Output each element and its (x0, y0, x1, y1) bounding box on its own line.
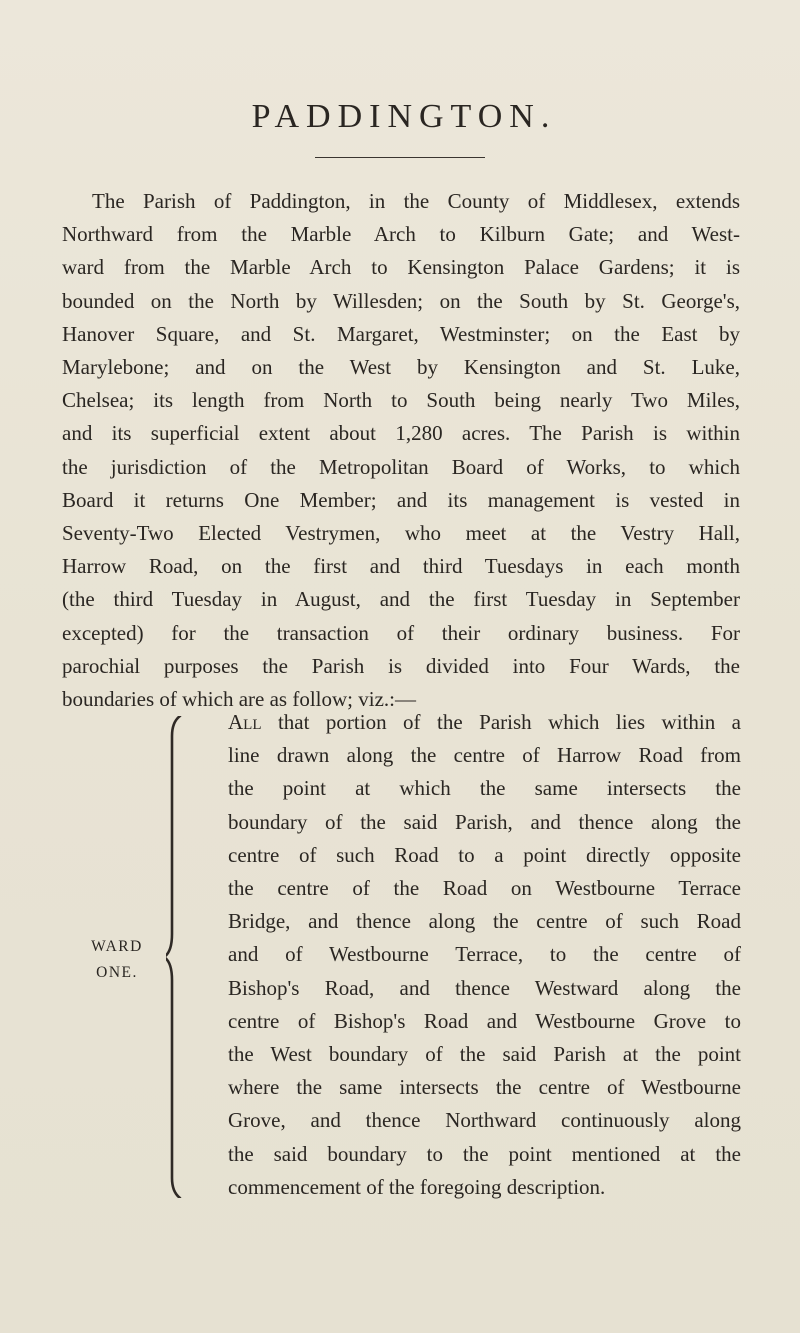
ward-first-word: All (228, 710, 262, 734)
intro-line: boundaries of which are as follow; viz.:— (62, 687, 416, 712)
ward-line: the said boundary to the point mentioned at the (228, 1141, 741, 1166)
intro-line: Chelsea; its length from North to South being nearly Two Miles, (62, 388, 740, 413)
ward-line (228, 706, 741, 739)
ward-line: line drawn along the centre of Harrow Road from (228, 743, 741, 768)
intro-line: (the third Tuesday in August, and the first Tuesday in September (62, 587, 740, 612)
intro-line: bounded on the North by Willesden; on the South by St. George's, (62, 288, 740, 313)
ward-one-label (72, 934, 162, 986)
ward-line: Grove, and thence Northward continuously along (228, 1108, 741, 1133)
ward-line: boundary of the said Parish, and thence along the (228, 809, 741, 834)
intro-line: Harrow Road, on the first and third Tuesdays in each month (62, 554, 740, 579)
ward-line: where the same intersects the centre of Westbourne (228, 1075, 741, 1100)
intro-line: Board it returns One Member; and its management is vested in (62, 487, 740, 512)
page-title: PADDINGTON. (251, 98, 557, 135)
intro-line: Northward from the Marble Arch to Kilburn Gate; and West- (62, 222, 740, 247)
intro-paragraph (62, 185, 740, 716)
intro-line: ward from the Marble Arch to Kensington Palace Gardens; it is (62, 255, 740, 280)
ward-line: the West boundary of the said Parish at the point (228, 1042, 741, 1067)
ward-line: centre of Bishop's Road and Westbourne Grove to (228, 1008, 741, 1033)
intro-line: the jurisdiction of the Metropolitan Board of Works, to which (62, 454, 740, 479)
ward-line: centre of such Road to a point directly opposite (228, 842, 741, 867)
ward-label-number: ONE. (96, 964, 138, 981)
ward-one-description (228, 706, 741, 1204)
intro-line: excepted) for the transaction of their ordinary business. For (62, 620, 740, 645)
title-rule (315, 157, 485, 158)
ward-line: the centre of the Road on Westbourne Terrace (228, 876, 741, 901)
ward-first-line-rest: that portion of the Parish which lies within a (261, 710, 741, 734)
ward-line: Bridge, and thence along the centre of such Road (228, 909, 741, 934)
ward-line: the point at which the same intersects the (228, 776, 741, 801)
intro-line: The Parish of Paddington, in the County of Middlesex, extends (92, 189, 740, 213)
intro-line: Marylebone; and on the West by Kensington and St. Luke, (62, 355, 740, 380)
ward-line: and of Westbourne Terrace, to the centre of (228, 942, 741, 967)
ward-line: commencement of the foregoing description. (228, 1174, 606, 1199)
intro-line: Hanover Square, and St. Margaret, Westminster; on the East by (62, 321, 740, 346)
intro-line: and its superficial extent about 1,280 acres. The Parish is within (62, 421, 740, 446)
ward-line: Bishop's Road, and thence Westward along the (228, 975, 741, 1000)
ward-label-word: WARD (91, 938, 143, 955)
curly-brace-icon (166, 716, 196, 1198)
intro-line: parochial purposes the Parish is divided into Four Wards, the (62, 653, 740, 678)
intro-line: Seventy-Two Elected Vestrymen, who meet at the Vestry Hall, (62, 521, 740, 546)
